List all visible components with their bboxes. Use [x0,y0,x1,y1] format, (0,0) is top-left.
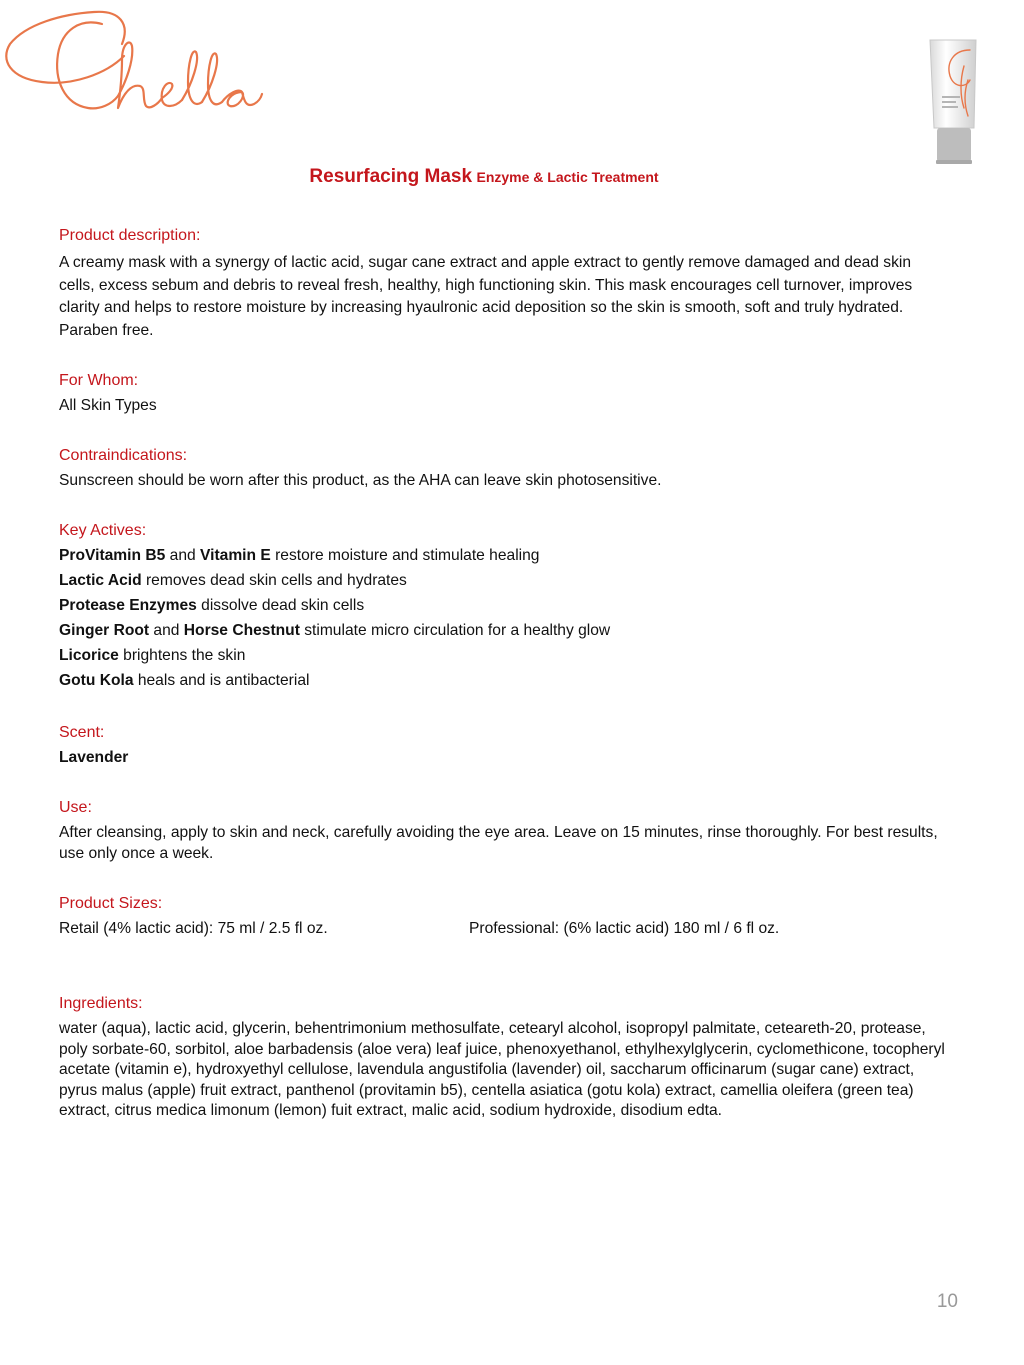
chella-logo [2,4,264,116]
product-name: Resurfacing Mask [309,166,473,187]
page-number: 10 [936,1291,958,1312]
product-tube-icon [924,36,982,176]
active-name: Licorice [59,647,119,664]
active-effect: heals and is antibacterial [133,672,310,689]
use-heading: Use: [59,799,92,816]
product-subtitle: Enzyme & Lactic Treatment [476,169,659,185]
ingredients-text: water (aqua), lactic acid, glycerin, behentrimonium methosulfate, cetearyl alcohol, isopropyl palmitate, ceteareth-20, protease, poly sorbate-60, sorbitol, aloe barbadensis (aloe vera) leaf juice, phenoxyethanol, ethylhexylglycerin, cyclomethicone, tocopheryl acetate (vitamin e), hydroxyethyl cellulose, lavendula angustifolia (lavender) oil, saccharum officinarum (sugar cane) extract, pyrus malus (apple) fruit extract, panthenol (provitamin b5), centella asiatica (gotu kola) extract, camellia oleifera (green tea) extract, citrus medica limonum (lemon) fuit extract, malic acid, sodium hydroxide, disodium edta. [59,1020,945,1120]
key-active-item [59,546,539,566]
active-connector: and [149,622,184,639]
use-text: After cleansing, apply to skin and neck, carefully avoiding the eye area. Leave on 15 minutes, rinse thoroughly. For best results, use only once a week. [59,824,938,862]
active-effect: restore moisture and stimulate healing [270,547,540,564]
scent-text: Lavender [59,749,129,766]
key-active-item [59,596,364,616]
active-name: Lactic Acid [59,572,142,589]
active-name: ProVitamin B5 [59,547,166,564]
contraindications-heading: Contraindications: [59,447,188,464]
ingredients-heading: Ingredients: [59,995,143,1012]
active-effect: dissolve dead skin cells [196,597,365,614]
active-name: Vitamin E [200,547,271,564]
scent-heading: Scent: [59,724,105,741]
active-effect: stimulate micro circulation for a healthy glow [299,622,611,639]
active-name: Ginger Root [59,622,150,639]
description-text: A creamy mask with a synergy of lactic acid, sugar cane extract and apple extract to gently remove damaged and dead skin cells, excess sebum and debris to reveal fresh, healthy, high functioning skin. This mask encourages cell turnover, improves clarity and helps to restore moisture by increasing hyaulronic acid deposition so the skin is smooth, soft and truly hydrated. Paraben free. [59,254,913,339]
professional-size: Professional: (6% lactic acid) 180 ml / 6 fl oz. [469,920,780,937]
active-connector: and [165,547,200,564]
contraindications-text: Sunscreen should be worn after this product, as the AHA can leave skin photosensitive. [59,472,662,489]
description-heading: Product description: [59,227,201,244]
key-active-item [59,621,610,641]
for-whom-heading: For Whom: [59,372,139,389]
active-effect: removes dead skin cells and hydrates [141,572,407,589]
active-name: Gotu Kola [59,672,134,689]
retail-size: Retail (4% lactic acid): 75 ml / 2.5 fl oz. [59,920,328,937]
key-actives-heading: Key Actives: [59,522,147,539]
product-title [0,166,968,188]
key-active-item [59,571,407,591]
for-whom-text: All Skin Types [59,397,157,414]
active-name: Protease Enzymes [59,597,197,614]
active-name: Horse Chestnut [183,622,300,639]
sizes-heading: Product Sizes: [59,895,163,912]
key-active-item [59,671,309,691]
key-active-item [59,646,245,666]
active-effect: brightens the skin [118,647,246,664]
